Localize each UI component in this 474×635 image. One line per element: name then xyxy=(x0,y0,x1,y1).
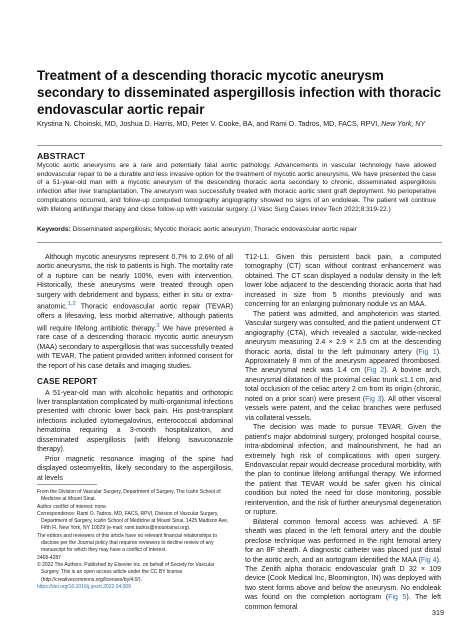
abstract-heading: ABSTRACT xyxy=(37,151,86,161)
citation-ref[interactable]: 1,2 xyxy=(67,301,76,308)
footnote-copyright: © 2022 The Authors. Published by Elsevier Inc. on behalf of Society for Vascular Surgery. This is an open access article under the CC BY license (http://creativecommons.org/licenses/by/4.0/). xyxy=(37,561,215,583)
abstract-divider xyxy=(37,242,442,243)
case-paragraph: T12-L1. Given this persistent back pain, a computed tomography (CT) scan without contrast enhancement was obtained. The CT scan displayed a nodular density in the left lower lobe adjacent to the descending thoracic aorta that had increased in size from 5 months previously and was concerning for an enlarging pulmonary nodule vs an MAA. xyxy=(245,254,441,309)
keywords-text: Disseminated aspergillosis; Mycotic thoracic aortic aneurysm; Thoracic endovascular aortic repair xyxy=(72,226,357,233)
keywords xyxy=(37,226,436,235)
figure-link[interactable]: Fig 4 xyxy=(420,556,437,564)
figure-link[interactable]: Fig 3 xyxy=(365,395,382,403)
citation-ref[interactable]: 3 xyxy=(156,322,160,329)
case-paragraph: Bilateral common femoral access was achieved. A 5F sheath was placed in the left femoral artery and the double preclose technique was performed in the right femoral artery for an 8F sheath. A diagnostic catheter was placed just distal to the aortic arch, and an aortogram identified the MAA (Fig 4). The Zenith alpha thoracic endovascular graft D 32 × 109 device (Cook Medical Inc, Bloomington, IN) was deployed with two stent forms above and below the aneurysm. No endoleak was found on the completion aortogram (Fig 5). The left common femoral xyxy=(245,518,442,611)
keywords-label: Keywords: xyxy=(37,226,71,233)
author-affiliation: New York, NY xyxy=(381,120,426,128)
doi-link[interactable]: https://doi.org/10.1016/j.jvscit.2022.04.009 xyxy=(37,583,131,590)
case-paragraph: A 51-year-old man with alcoholic hepatitis and orthotopic liver transplantation complicated by multi-organismal infections presented with chronic lower back pain. His post-transplant infections included cytomegalovirus, enterococcal abdominal hematoma requiring a 3-month hospitalization, and disseminated aspergillosis (with lifelong isavuconazole therapy). xyxy=(37,389,233,454)
footnotes xyxy=(37,489,233,591)
footnote-from: From the Division of Vascular Surgery, Department of Surgery, The Icahn School of Medicine at Mount Sinai. xyxy=(37,489,221,503)
page-number: 319 xyxy=(432,608,444,617)
author-names: Krystina N. Choinski, MD, Joshua D. Harris, MD, Peter V. Cooke, BA, and Rami O. Tadros, MD, FACS, RPVI, xyxy=(37,120,380,128)
case-paragraph: The decision was made to pursue TEVAR. Given the patient's major abdominal surgery, prolonged hospital course, intra-abdominal infection, and malnourishment, he had an extremely high risk of complications with open surgery. Endovascular repair would decrease procedural morbidity, with the plan to continue lifelong antifungal therapy. We informed the patient that TEVAR would be safer given his clinical condition but noted the need for close monitoring, possible reintervention, and the risk of further aneurysmal degeneration or rupture. xyxy=(245,424,441,517)
footnote-editors: The editors and reviewers of this article have no relevant financial relationships to disclose per the Journal policy that requires reviewers to decline review of any manuscript for which they may have a conflict of interest. xyxy=(37,532,218,554)
article-title: Treatment of a descending thoracic mycotic aneurysm secondary to disseminated aspergillosis infection with thoracic endovascular aortic repair xyxy=(37,68,442,118)
figure-link[interactable]: Fig 1 xyxy=(418,348,437,356)
abstract-text: Mycotic aortic aneurysms are a rare and potentially fatal aortic pathology. Advancements in vascular technology have allowed endovascular repair to be a durable and less invasive option for the treatment of mycotic aortic aneurysms. We have presented the case of a 51-year-old man with a mycotic aneurysm of the descending thoracic aorta secondary to chronic, disseminated aspergillosis infection after liver transplantation. The aneurysm was successfully treated with thoracic aortic stent graft deployment. No perioperative complications occurred, and follow-up computed tomography angiography showed no signs of an endoleak. The patient will continue with lifelong antifungal therapy and close follow-up with vascular surgery. (J Vasc Surg Cases Innov Tech 2022;8:319-22.) xyxy=(37,162,436,213)
footnote-issn: 2468-4287 xyxy=(37,554,61,561)
right-column xyxy=(245,253,441,612)
footnote-divider xyxy=(37,484,97,485)
case-paragraph: Prior magnetic resonance imaging of the spine had displayed osteomyelitis, likely secondary to the aspergillosis, at levels xyxy=(37,455,233,482)
case-report-heading: CASE REPORT xyxy=(37,377,98,387)
footnote-correspondence: Correspondence: Rami O. Tadros, MD, FACS, RPVI, Division of Vascular Surgery, Department of Surgery, Icahn School of Medicine at Mount Sinai, 1425 Madison Ave, Fifth Fl, New York, NY 10029 (e-mail: rami.tadros@mountsinai.org). xyxy=(37,510,229,532)
top-divider xyxy=(37,145,442,146)
left-column xyxy=(37,253,233,483)
author-line xyxy=(37,120,442,130)
figure-link[interactable]: Fig 2 xyxy=(366,367,385,375)
footnote-conflict: Author conflict of interest: none. xyxy=(37,503,108,510)
intro-paragraph: Although mycotic aneurysms represent 0.7% to 2.6% of all aortic aneurysms, the risk to patients is high. The mortality rate of a rupture can be nearly 100%, even with intervention. Historically, these aneurysms were treated through open surgery with debridement and bypass, either in situ or extra-anatomic.$^{1,2}$ Thoracic endovascular aortic repair (TEVAR) offers a lifesaving, less morbid alternative, although patients will require lifelong antibiotic therapy.$^3$ We have presented a rare case of a descending thoracic mycotic aortic aneurysm (MAA) secondary to aspergillosis that was successfully treated with TEVAR. The patient provided written informed consent for the report of his case details and imaging studies. xyxy=(37,254,233,370)
case-paragraph: The patient was admitted, and amphotericin was started. Vascular surgery was consulted, and the patient underwent CT angiography (CTA), which revealed a saccular, wide-necked aneurysm measuring 2.4 × 2.9 × 2.5 cm at the descending thoracic aorta, distal to the left pulmonary artery (Fig 1). Approximately 8 mm of the aneurysm appeared thrombosed. The aneurysmal neck was 1.4 cm (Fig 2). A bovine arch, aneurysmal dilatation of the proximal celiac trunk ≤1.1 cm, and total occlusion of the celiac artery 2 cm from its origin (chronic, noted on a prior scan) were present (Fig 3). All other visceral vessels were patent, and the celiac branches were perfused via collateral vessels. xyxy=(245,310,441,422)
figure-link[interactable]: Fig 5 xyxy=(388,594,407,602)
